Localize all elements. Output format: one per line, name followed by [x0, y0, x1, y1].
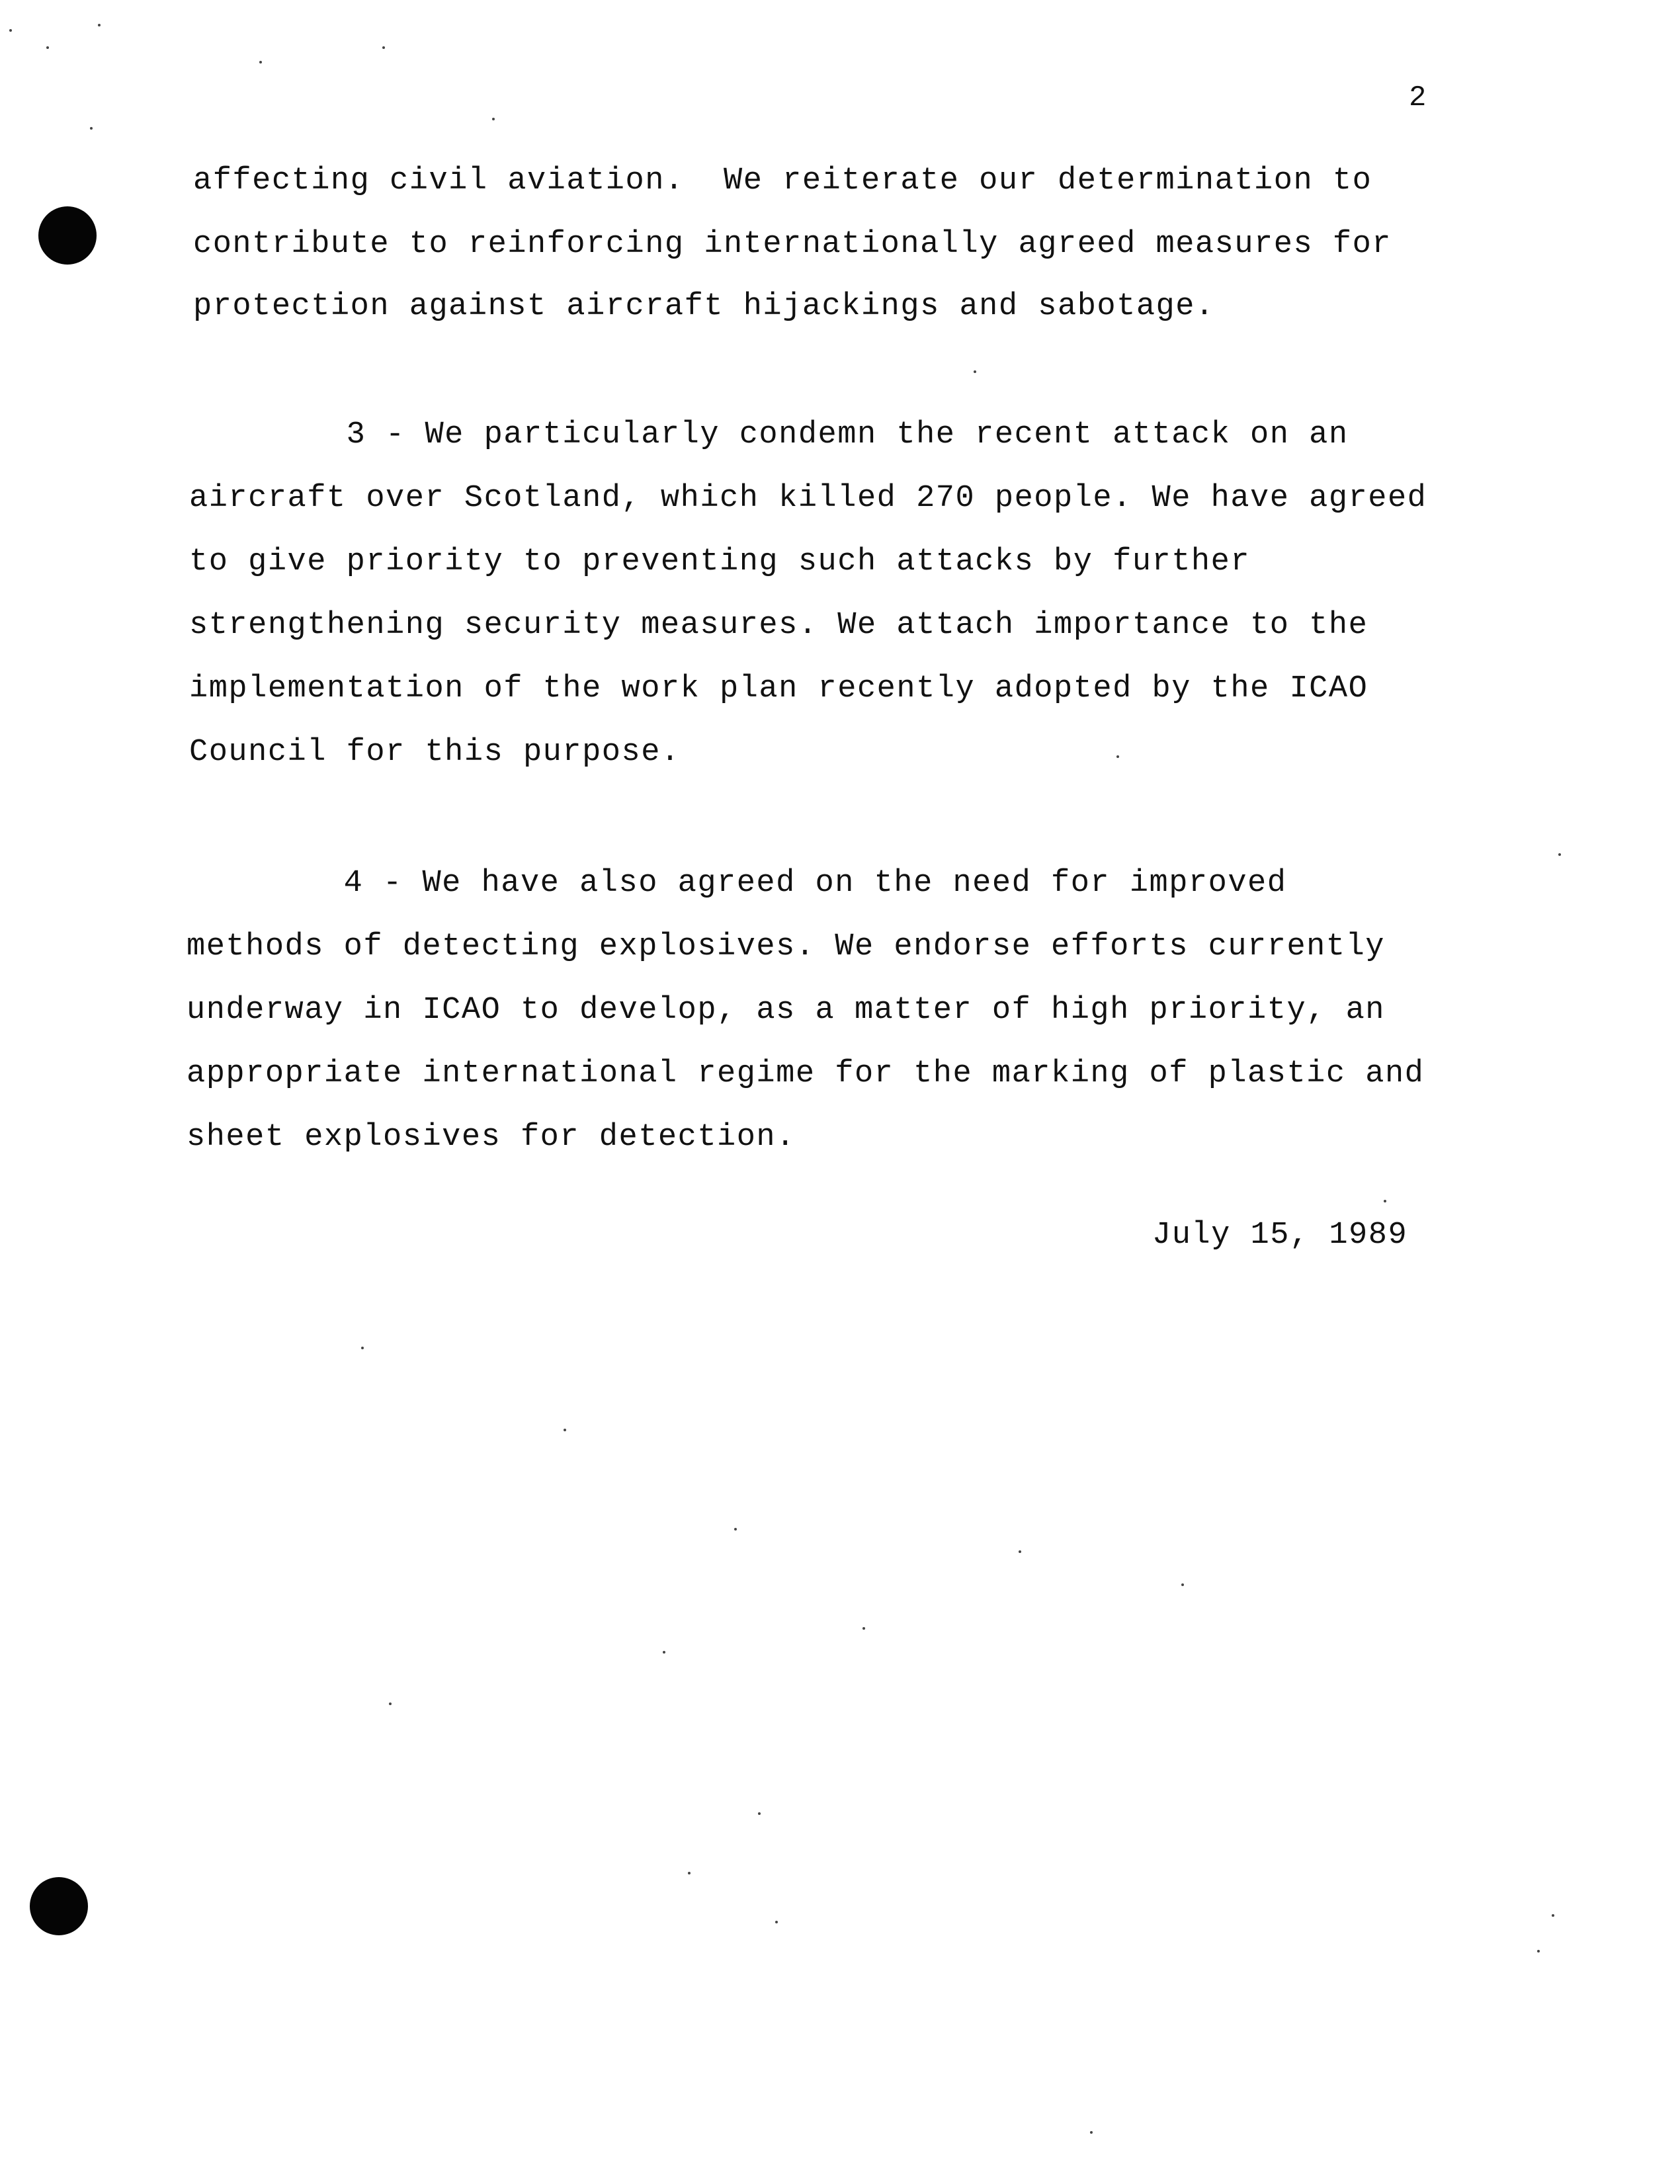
paragraph-1-line-3: protection against aircraft hijackings and sabotage.	[193, 289, 1215, 324]
scan-speck	[46, 46, 49, 49]
scan-speck	[734, 1528, 737, 1531]
punch-hole-bottom	[30, 1877, 88, 1935]
scan-speck	[1090, 2131, 1093, 2134]
scan-speck	[1116, 755, 1119, 758]
scan-speck	[1537, 1950, 1540, 1953]
paragraph-2-line-4: strengthening security measures. We attach importance to the	[189, 608, 1368, 643]
scan-speck	[389, 1702, 392, 1705]
scan-speck	[758, 1812, 761, 1815]
scan-speck	[1384, 1200, 1386, 1202]
paragraph-3-line-5: sheet explosives for detection.	[187, 1120, 796, 1155]
scan-speck	[688, 1872, 691, 1874]
paragraph-1-line-1: affecting civil aviation. We reiterate our determination to	[193, 163, 1372, 198]
paragraph-3-line-3: underway in ICAO to develop, as a matter of high priority, an	[187, 993, 1385, 1028]
paragraph-2-line-3: to give priority to preventing such attacks by further	[189, 544, 1251, 579]
scan-speck	[1552, 1914, 1554, 1917]
scan-speck	[382, 46, 385, 49]
scan-speck	[663, 1651, 665, 1654]
scan-speck	[9, 29, 12, 32]
scan-speck	[98, 24, 101, 26]
punch-hole-top	[38, 206, 97, 265]
document-date: July 15, 1989	[1152, 1218, 1408, 1253]
paragraph-2-line-6: Council for this purpose.	[189, 735, 681, 770]
paragraph-2-line-1: 3 - We particularly condemn the recent attack on an	[189, 417, 1349, 452]
paragraph-3-line-2: methods of detecting explosives. We endorse efforts currently	[187, 929, 1385, 964]
scan-speck	[259, 61, 262, 63]
scan-speck	[1181, 1583, 1184, 1586]
paragraph-1-line-2: contribute to reinforcing internationally agreed measures for	[193, 227, 1392, 262]
paragraph-2-line-2: aircraft over Scotland, which killed 270 people. We have agreed	[189, 481, 1427, 516]
page-number: 2	[1409, 81, 1427, 114]
scan-speck	[1558, 853, 1561, 856]
paragraph-2-line-5: implementation of the work plan recently adopted by the ICAO	[189, 671, 1368, 706]
scan-speck	[361, 1347, 364, 1349]
scan-speck	[90, 127, 93, 130]
scan-speck	[974, 370, 976, 373]
scan-speck	[492, 118, 495, 120]
scan-speck	[1019, 1550, 1021, 1553]
paragraph-3-line-4: appropriate international regime for the marking of plastic and	[187, 1056, 1425, 1091]
scan-speck	[775, 1921, 778, 1923]
paragraph-3-line-1: 4 - We have also agreed on the need for improved	[187, 866, 1287, 901]
scan-speck	[564, 1429, 566, 1431]
scan-speck	[862, 1627, 865, 1630]
